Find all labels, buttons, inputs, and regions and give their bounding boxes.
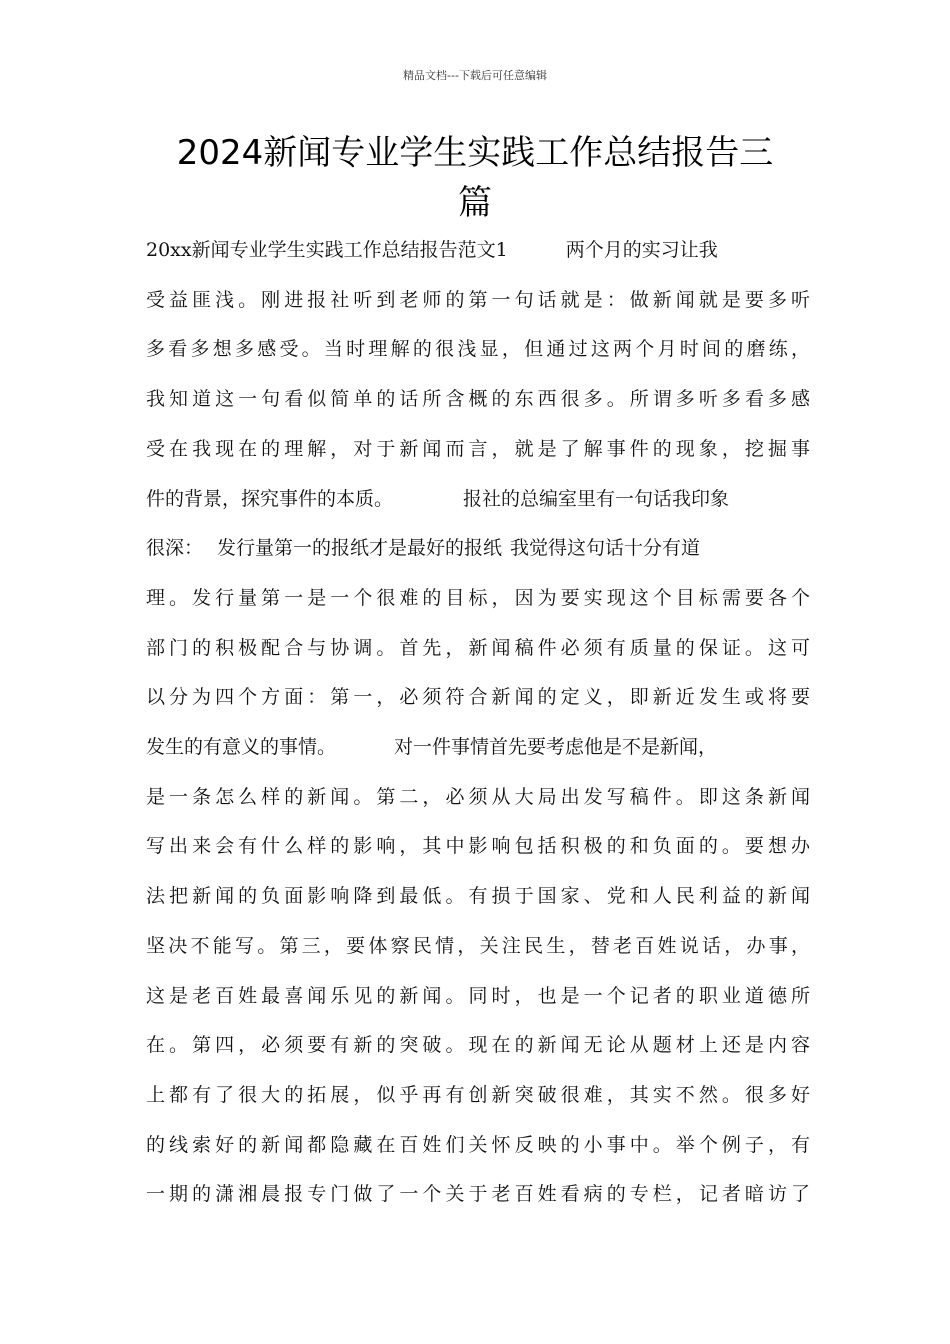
body-line: 我知道这一句看似简单的话所含概的东西很多。所谓多听多看多感 [146, 388, 810, 411]
title-line: 篇 [458, 183, 492, 223]
body-line: 在。第四，必须要有新的突破。现在的新闻无论从题材上还是内容 [146, 1034, 810, 1057]
document-title [120, 128, 830, 228]
text-run: 20xx新闻专业学生实践工作总结报告范文1 [146, 239, 508, 261]
text-run: 很深： [146, 537, 204, 560]
text-run: 发行量第一的报纸才是最好的报纸 [217, 537, 503, 560]
document-body [146, 226, 810, 1220]
body-line: 部门的积极配合与协调。首先，新闻稿件必须有质量的保证。这可 [146, 636, 810, 659]
body-line: 理。发行量第一是一个很难的目标，因为要实现这个目标需要各个 [146, 586, 810, 609]
text-run: 对一件事情首先要考虑他是不是新闻， [394, 736, 718, 759]
body-line: 多看多想多感受。当时理解的很浅显，但通过这两个月时间的磨练， [146, 338, 810, 361]
body-line: 是一条怎么样的新闻。第二，必须从大局出发写稿件。即这条新闻 [146, 785, 810, 808]
body-line: 法把新闻的负面影响降到最低。有损于国家、党和人民利益的新闻 [146, 885, 810, 908]
body-line: 受在我现在的理解，对于新闻而言，就是了解事件的现象，挖掘事 [146, 437, 810, 460]
body-line: 一期的潇湘晨报专门做了一个关于老百姓看病的专栏，记者暗访了 [146, 1183, 810, 1206]
body-line [146, 475, 810, 525]
header-note: 精品文档---下载后可任意编辑 [403, 69, 547, 82]
body-line [146, 524, 810, 574]
text-run: 我觉得这句话十分有道 [510, 537, 701, 560]
body-line: 写出来会有什么样的影响，其中影响包括积极的和负面的。要想办 [146, 835, 810, 858]
body-line: 受益匪浅。刚进报社听到老师的第一句话就是：做新闻就是要多听 [146, 288, 810, 311]
text-run: 件的背景，探究事件的本质。 [146, 487, 394, 510]
body-line: 坚决不能写。第三，要体察民情，关注民生，替老百姓说话，办事， [146, 934, 810, 957]
body-line [146, 723, 810, 773]
text-run: 报社的总编室里有一句话我印象 [463, 487, 730, 510]
text-run: 两个月的实习让我 [565, 239, 718, 261]
body-line [146, 226, 810, 276]
title-line: 2024新闻专业学生实践工作总结报告三 [176, 133, 774, 173]
body-line: 的线索好的新闻都隐藏在百姓们关怀反映的小事中。举个例子，有 [146, 1133, 810, 1156]
body-line: 上都有了很大的拓展，似乎再有创新突破很难，其实不然。很多好 [146, 1083, 810, 1106]
body-line: 以分为四个方面：第一，必须符合新闻的定义，即新近发生或将要 [146, 686, 810, 709]
text-run: 发生的有意义的事情。 [146, 736, 337, 759]
body-line: 这是老百姓最喜闻乐见的新闻。同时，也是一个记者的职业道德所 [146, 984, 810, 1007]
